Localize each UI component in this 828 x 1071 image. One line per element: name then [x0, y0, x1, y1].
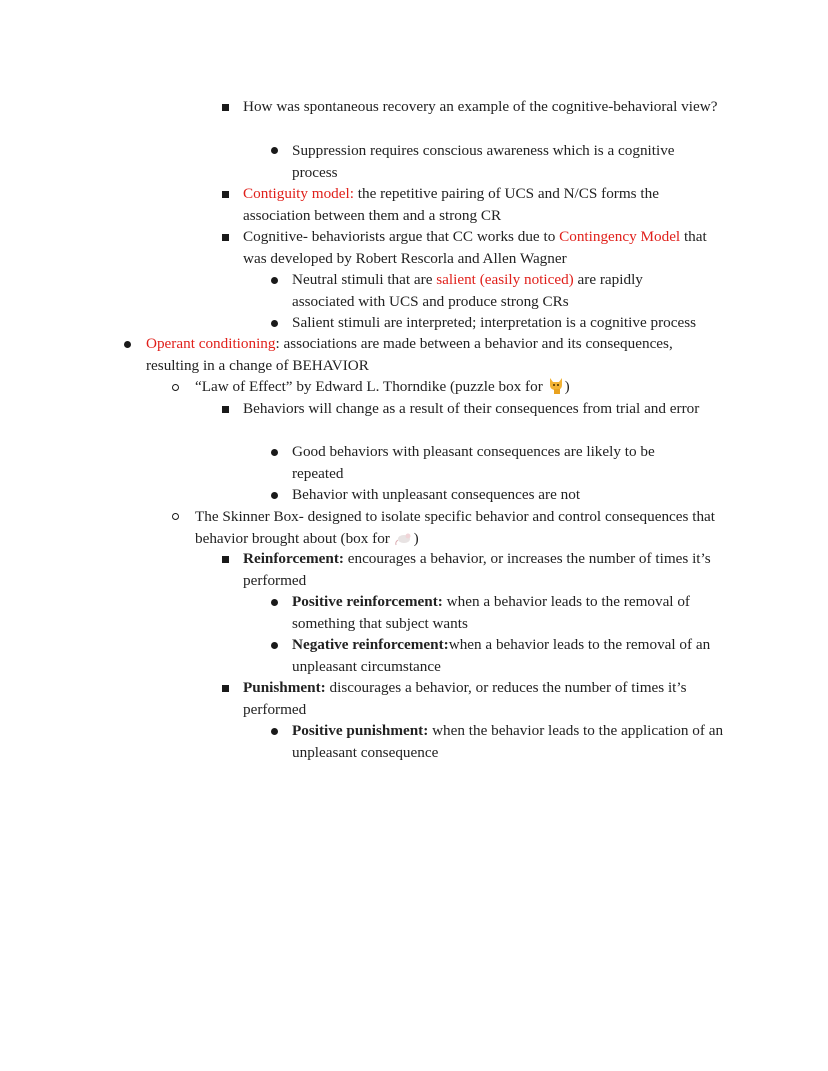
line-text: when a behavior leads to the removal of something that subject wants	[292, 593, 690, 632]
note-line	[292, 269, 692, 312]
dot-bullet	[271, 277, 278, 284]
note-line	[292, 441, 692, 484]
note-line	[292, 484, 712, 506]
note-line	[243, 398, 703, 420]
note-line	[243, 677, 728, 720]
bold-term: Punishment:	[243, 679, 326, 696]
line-text: How was spontaneous recovery an example of the cognitive-behavioral view?	[243, 98, 718, 115]
note-line	[195, 376, 675, 401]
line-text: discourages a behavior, or reduces the number of times it’s performed	[243, 679, 687, 718]
note-line	[292, 140, 712, 183]
term-highlight: salient (easily noticed)	[436, 271, 574, 288]
line-text: “Law of Effect” by Edward L. Thorndike (puzzle box for	[195, 378, 547, 395]
bold-term: Reinforcement:	[243, 550, 344, 567]
dot-bullet	[271, 449, 278, 456]
note-line	[243, 183, 703, 226]
square-bullet	[222, 685, 229, 692]
line-text: : associations are made between a behavior and its consequences, resulting in a change of BEHAVIOR	[146, 335, 673, 374]
line-text: when a behavior leads to the removal of an unpleasant circumstance	[292, 636, 711, 675]
line-text: Cognitive- behaviorists argue that CC works due to	[243, 228, 560, 245]
dot-bullet	[271, 642, 278, 649]
note-line	[292, 591, 732, 634]
line-text: Suppression requires conscious awareness which is a cognitive process	[292, 142, 675, 181]
term-highlight: Operant conditioning	[146, 335, 276, 352]
note-line	[146, 333, 721, 376]
line-text: )	[564, 378, 570, 395]
circle-bullet	[172, 384, 179, 391]
dot-bullet	[124, 341, 131, 348]
line-text: that was developed by Robert Rescorla and Allen Wagner	[243, 228, 707, 267]
line-text: Behavior with unpleasant consequences are not	[292, 486, 581, 503]
note-line	[195, 506, 730, 552]
line-text: Neutral stimuli that are	[292, 271, 437, 288]
square-bullet	[222, 556, 229, 563]
bold-term: Positive punishment:	[292, 722, 429, 739]
line-text: Behaviors will change as a result of their consequences from trial and error	[243, 400, 700, 417]
line-text: are rapidly associated with UCS and produce strong CRs	[292, 271, 643, 310]
line-text: The Skinner Box- designed to isolate specific behavior and control consequences that behavior brought about (box for	[195, 508, 716, 547]
term-highlight: Contingency Model	[559, 228, 681, 245]
note-line	[243, 226, 723, 269]
line-text: Good behaviors with pleasant consequences are likely to be repeated	[292, 443, 655, 482]
circle-bullet	[172, 513, 179, 520]
square-bullet	[222, 104, 229, 111]
dot-bullet	[271, 492, 278, 499]
line-text: encourages a behavior, or increases the number of times it’s performed	[243, 550, 711, 589]
square-bullet	[222, 234, 229, 241]
dot-bullet	[271, 147, 278, 154]
bold-term: Positive reinforcement:	[292, 593, 443, 610]
note-line	[243, 96, 723, 118]
dot-bullet	[271, 599, 278, 606]
note-line	[292, 634, 732, 677]
note-line	[292, 720, 732, 763]
square-bullet	[222, 191, 229, 198]
line-text: when the behavior leads to the application of an unpleasant consequence	[292, 722, 724, 761]
dot-bullet	[271, 728, 278, 735]
bold-term: Negative reinforcement:	[292, 636, 449, 653]
note-line	[243, 548, 728, 591]
line-text: )	[413, 529, 419, 547]
note-line	[292, 312, 732, 334]
square-bullet	[222, 406, 229, 413]
term-highlight: Contiguity model:	[243, 185, 354, 202]
dot-bullet	[271, 320, 278, 327]
line-text: Salient stimuli are interpreted; interpretation is a cognitive process	[292, 314, 697, 331]
cat-emoji	[547, 376, 565, 401]
line-text: the repetitive pairing of UCS and N/CS forms the association between them and a strong CR	[243, 185, 659, 224]
